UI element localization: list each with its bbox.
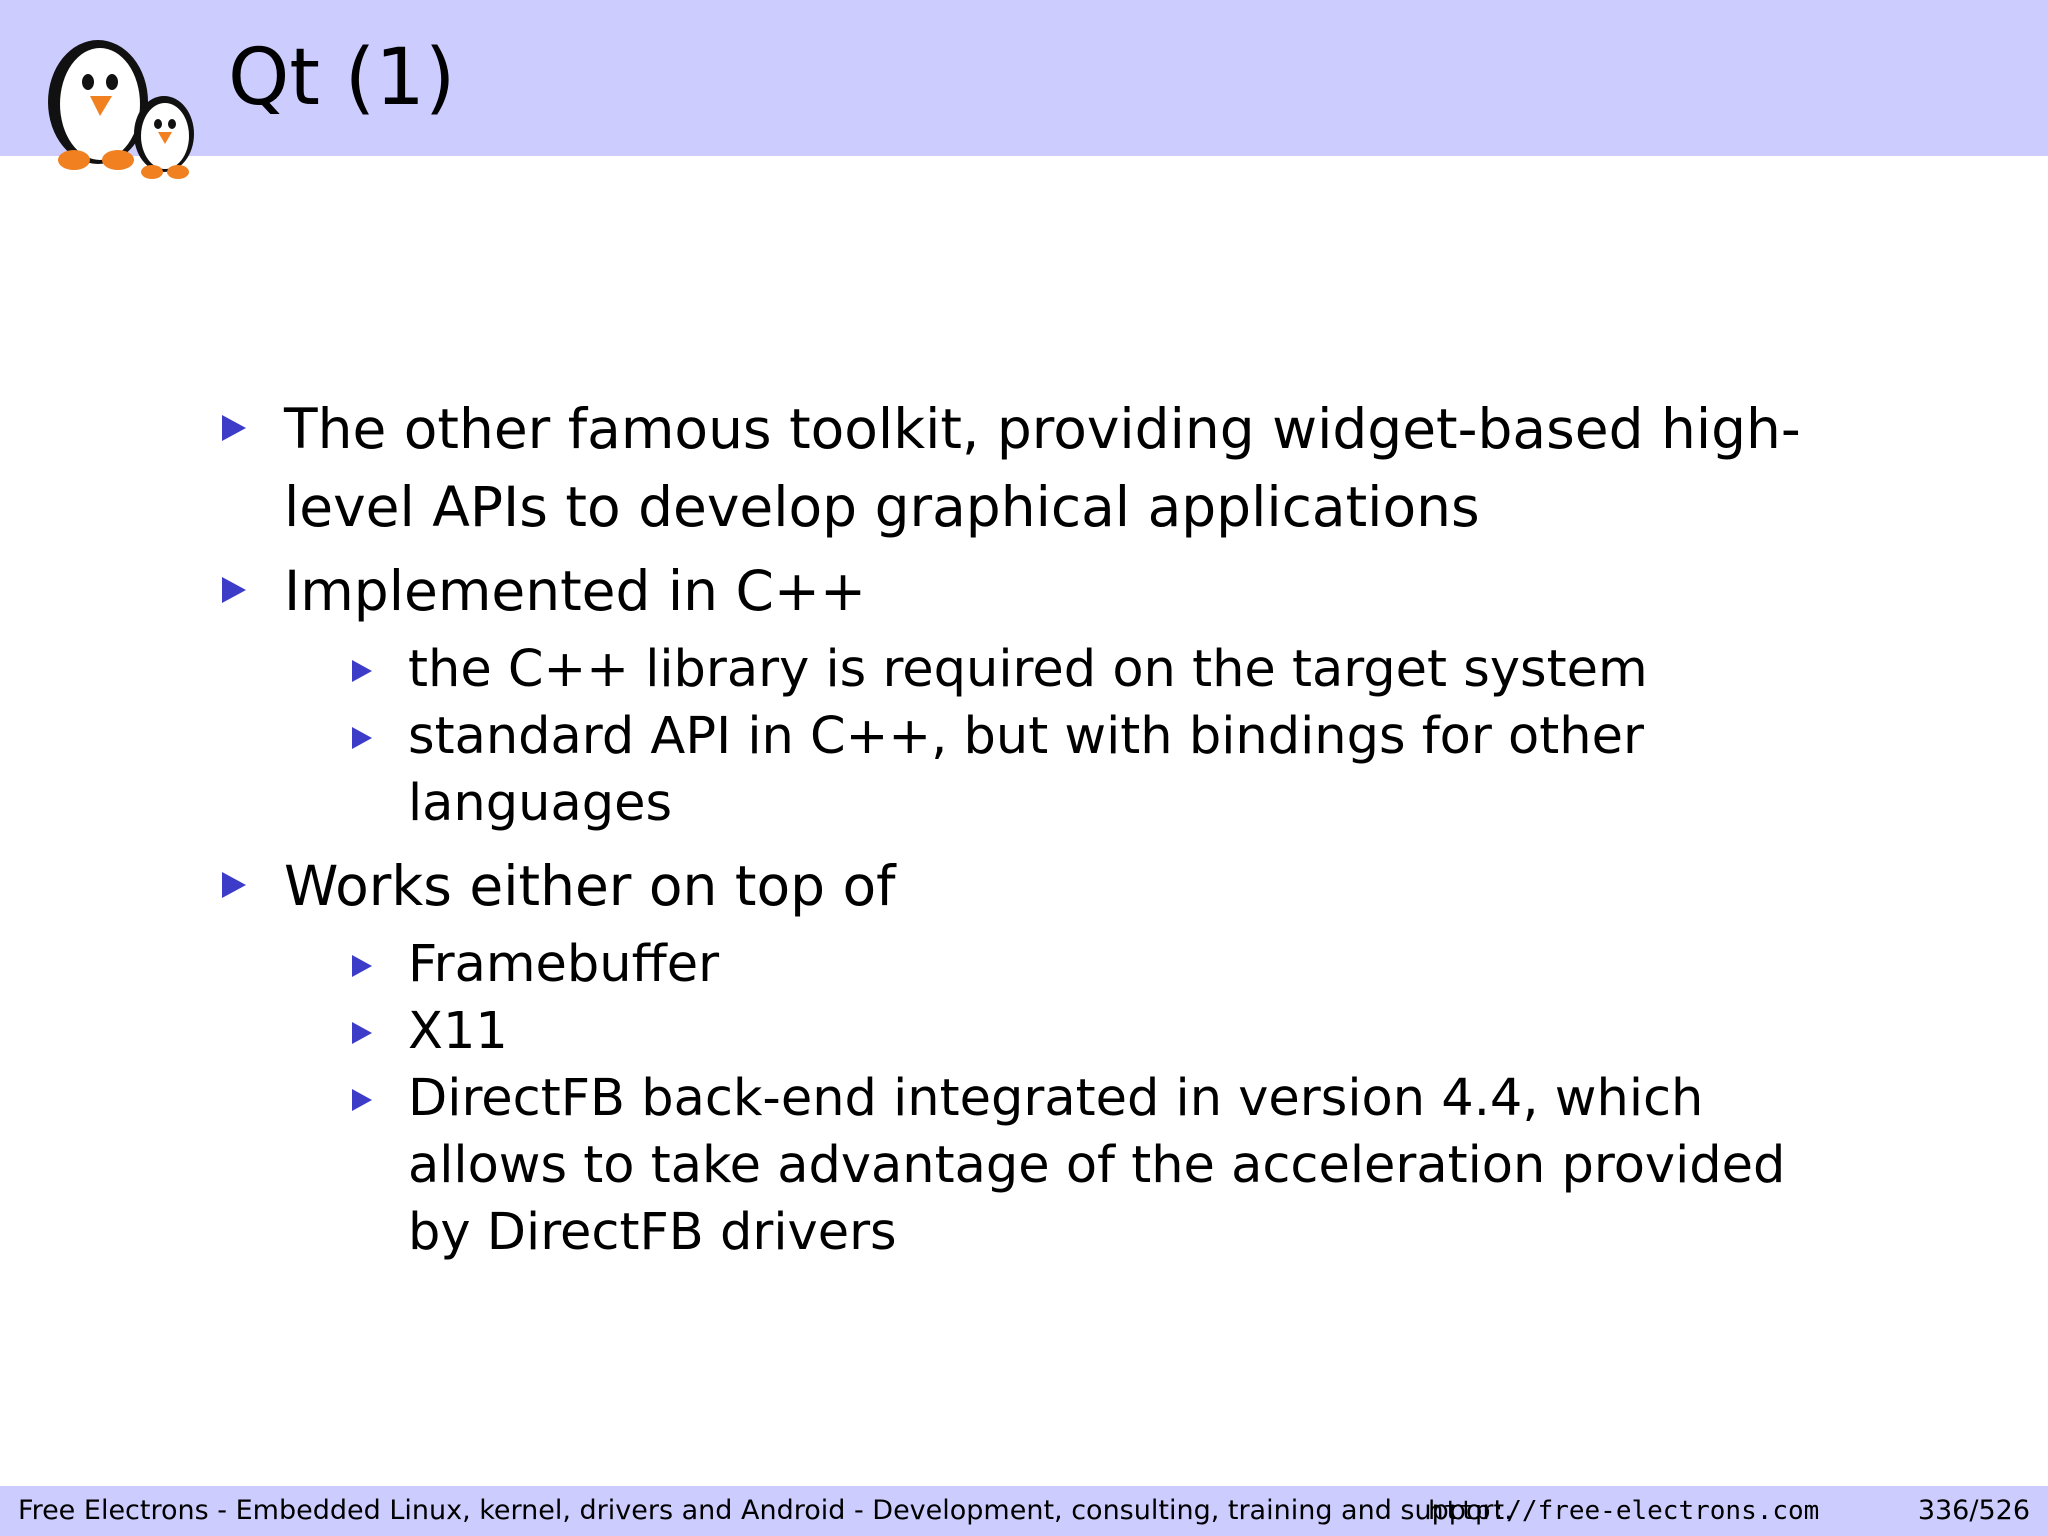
sub-bullet-item [346,636,1862,703]
sub-bullet-list [284,931,1862,1266]
penguin-logo-icon [30,22,210,182]
bullet-arrow-icon [222,872,246,898]
sub-bullet-text: X11 [408,1002,508,1061]
bullet-text: Implemented in C++ [284,559,867,623]
bullet-item [222,552,1862,630]
bullet-arrow-icon [222,415,246,441]
sub-bullet-text: standard API in C++, but with bindings for other languages [408,707,1644,833]
bullet-item [222,390,1862,546]
sub-bullet-arrow-icon [352,955,372,977]
sub-bullet-item [346,703,1862,837]
slide-title: Qt (1) [228,33,456,123]
sub-bullet-text: DirectFB back-end integrated in version 4.4, which allows to take advantage of the acceleration provided by DirectFB drivers [408,1069,1786,1262]
sub-bullet-arrow-icon [352,727,372,749]
footer-text: Free Electrons - Embedded Linux, kernel, drivers and Android - Development, consulting, training and support. [18,1495,1513,1526]
bullet-item [222,847,1862,925]
bullet-text: Works either on top of [284,854,896,918]
bullet-list [222,390,1862,1276]
bullet-arrow-icon [222,577,246,603]
sub-bullet-text: the C++ library is required on the target system [408,640,1648,699]
sub-bullet-item [346,1065,1862,1266]
bullet-text: The other famous toolkit, providing widget-based high-level APIs to develop graphical applications [284,397,1801,539]
sub-bullet-arrow-icon [352,660,372,682]
slide-footer [0,1486,2048,1536]
sub-bullet-item [346,998,1862,1065]
sub-bullet-list [284,636,1862,837]
sub-bullet-text: Framebuffer [408,935,720,994]
footer-url-link[interactable]: http://free-electrons.com [1428,1496,1820,1526]
sub-bullet-arrow-icon [352,1022,372,1044]
page-number: 336/526 [1917,1495,2030,1526]
sub-bullet-item [346,931,1862,998]
sub-bullet-arrow-icon [352,1089,372,1111]
